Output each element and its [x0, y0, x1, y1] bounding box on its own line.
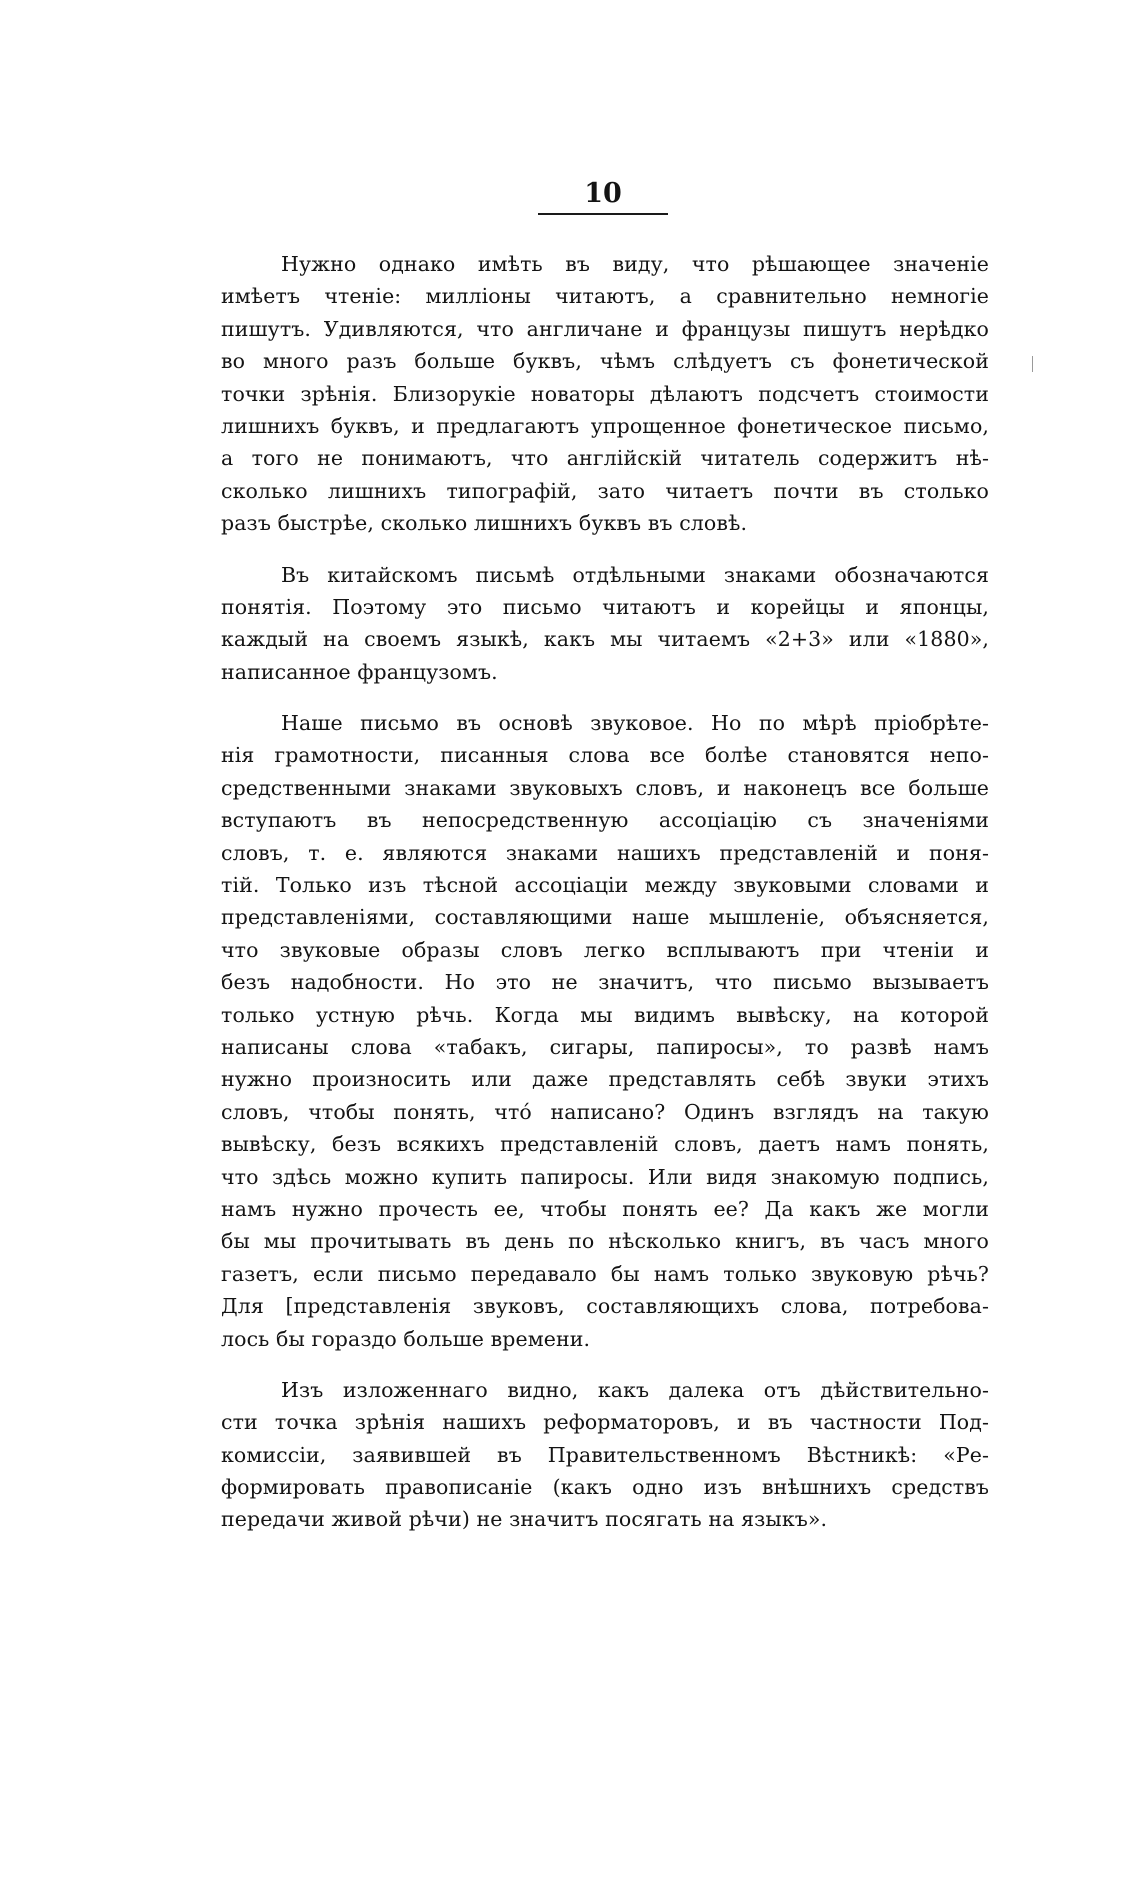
page-number: 10: [584, 178, 622, 209]
text-line: разъ быстрѣе, сколько лишнихъ буквъ въ словѣ.: [221, 511, 748, 536]
text-line: что здѣсь можно купить папиросы. Или видя знакомую подпись,: [221, 1164, 989, 1189]
text-line: написанное французомъ.: [221, 659, 498, 684]
text-line: средственными знаками звуковыхъ словъ, и наконецъ все больше: [221, 775, 989, 800]
text-line: словъ, чтобы понять, что́ написано? Одинъ взглядъ на такую: [221, 1099, 989, 1124]
text-line: бы мы прочитывать въ день по нѣсколько книгъ, въ часъ много: [221, 1229, 989, 1254]
text-line: пишутъ. Удивляются, что англичане и французы пишутъ нерѣдко: [221, 316, 989, 341]
paragraph-3: [221, 707, 989, 1355]
text-line: а того не понимаютъ, что англійскій читатель содержитъ нѣ-: [221, 446, 989, 471]
text-line: словъ, т. е. являются знаками нашихъ представленій и поня-: [221, 840, 989, 865]
text-line: точки зрѣнія. Близорукіе новаторы дѣлаютъ подсчетъ стоимости: [221, 381, 989, 406]
text-line: сти точка зрѣнія нашихъ реформаторовъ, и въ частности Под-: [221, 1410, 989, 1435]
text-line: каждый на своемъ языкѣ, какъ мы читаемъ «2+3» или «1880»,: [221, 627, 989, 652]
text-line: что звуковые образы словъ легко всплываютъ при чтеніи и: [221, 937, 989, 962]
text-line: комиссіи, заявившей въ Правительственномъ Вѣстникѣ: «Ре-: [221, 1442, 989, 1467]
body-text: [221, 248, 989, 1555]
paragraph-1: [221, 248, 989, 540]
text-line: газетъ, если письмо передавало бы намъ только звуковую рѣчь?: [221, 1261, 989, 1286]
page-number-rule: [538, 213, 668, 215]
text-line: понятія. Поэтому это письмо читаютъ и корейцы и японцы,: [221, 594, 989, 619]
text-line: Въ китайскомъ письмѣ отдѣльными знаками обозначаются: [281, 562, 989, 587]
text-line: формировать правописаніе (какъ одно изъ внѣшнихъ средствъ: [221, 1475, 989, 1500]
text-line: вывѣску, безъ всякихъ представленій словъ, даетъ намъ понять,: [221, 1132, 989, 1157]
text-line: безъ надобности. Но это не значитъ, что письмо вызываетъ: [221, 970, 989, 995]
text-line: тій. Только изъ тѣсной ассоціаціи между звуковыми словами и: [221, 873, 989, 898]
text-line: передачи живой рѣчи) не значитъ посягать на языкъ».: [221, 1507, 828, 1532]
text-line: намъ нужно прочесть ее, чтобы понять ее? Да какъ же могли: [221, 1196, 989, 1221]
text-line: во много разъ больше буквъ, чѣмъ слѣдуетъ съ фонетической: [221, 349, 989, 374]
text-line: имѣетъ чтеніе: милліоны читаютъ, а сравнительно немногіе: [221, 284, 989, 309]
margin-mark: [1032, 356, 1033, 372]
text-line: Наше письмо въ основѣ звуковое. Но по мѣрѣ пріобрѣте-: [281, 711, 989, 736]
text-line: нія грамотности, писанныя слова все болѣе становятся непо-: [221, 743, 989, 768]
paragraph-4: [221, 1374, 989, 1536]
text-line: сколько лишнихъ типографій, зато читаетъ почти въ столько: [221, 478, 989, 503]
text-line: Для [представленія звуковъ, составляющихъ слова, потребова-: [221, 1294, 989, 1319]
text-line: написаны слова «табакъ, сигары, папиросы», то развѣ намъ: [221, 1034, 989, 1059]
text-line: Нужно однако имѣть въ виду, что рѣшающее значеніе: [281, 252, 989, 276]
text-line: только устную рѣчь. Когда мы видимъ вывѣску, на которой: [221, 1002, 989, 1027]
text-line: Изъ изложеннаго видно, какъ далека отъ дѣйствительно-: [281, 1377, 989, 1402]
paragraph-2: [221, 559, 989, 689]
text-line: нужно произносить или даже представлять себѣ звуки этихъ: [221, 1067, 989, 1092]
text-line: представленіями, составляющими наше мышленіе, объясняется,: [221, 905, 989, 930]
text-line: лось бы гораздо больше времени.: [221, 1326, 591, 1351]
text-line: вступаютъ въ непосредственную ассоціацію съ значеніями: [221, 808, 989, 833]
text-line: лишнихъ буквъ, и предлагаютъ упрощенное фонетическое письмо,: [221, 413, 989, 438]
